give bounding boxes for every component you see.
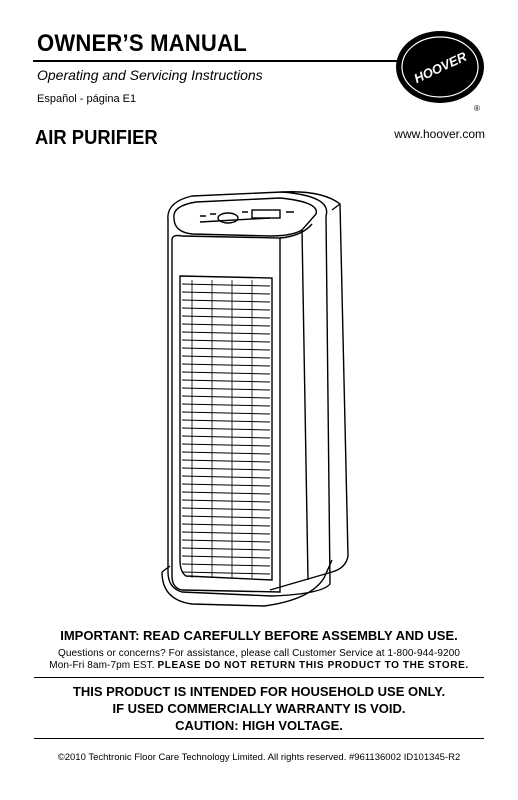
registered-mark: ® <box>474 104 480 113</box>
title-rule <box>33 60 403 62</box>
divider-top <box>34 677 484 678</box>
manual-title: OWNER’S MANUAL <box>37 30 247 57</box>
do-not-return-notice: PLEASE DO NOT RETURN THIS PRODUCT TO THE STORE. <box>157 660 469 671</box>
service-hours-line <box>0 660 518 671</box>
copyright-footer: ©2010 Techtronic Floor Care Technology Limited. All rights reserved. #961136002 ID101345-R2 <box>57 752 461 763</box>
warranty-warning: IF USED COMMERCIALLY WARRANTY IS VOID. <box>112 701 406 716</box>
high-voltage-caution: CAUTION: HIGH VOLTAGE. <box>175 718 343 733</box>
customer-service-line: Questions or concerns? For assistance, please call Customer Service at 1-800-944-9200 <box>57 648 461 659</box>
hoover-logo <box>392 28 488 106</box>
household-use-warning: THIS PRODUCT IS INTENDED FOR HOUSEHOLD USE ONLY. <box>72 684 446 699</box>
product-name: AIR PURIFIER <box>35 127 158 149</box>
logo-wordmark: HOOVER <box>411 48 469 87</box>
manual-subtitle: Operating and Servicing Instructions <box>37 67 263 83</box>
important-notice: IMPORTANT: READ CAREFULLY BEFORE ASSEMBLY AND USE. <box>60 628 458 643</box>
website-link[interactable]: www.hoover.com <box>394 127 485 141</box>
air-purifier-illustration <box>152 180 362 610</box>
service-hours: Mon-Fri 8am-7pm EST. <box>49 660 155 671</box>
divider-bottom <box>34 738 484 739</box>
spanish-reference: Español - página E1 <box>37 93 137 105</box>
